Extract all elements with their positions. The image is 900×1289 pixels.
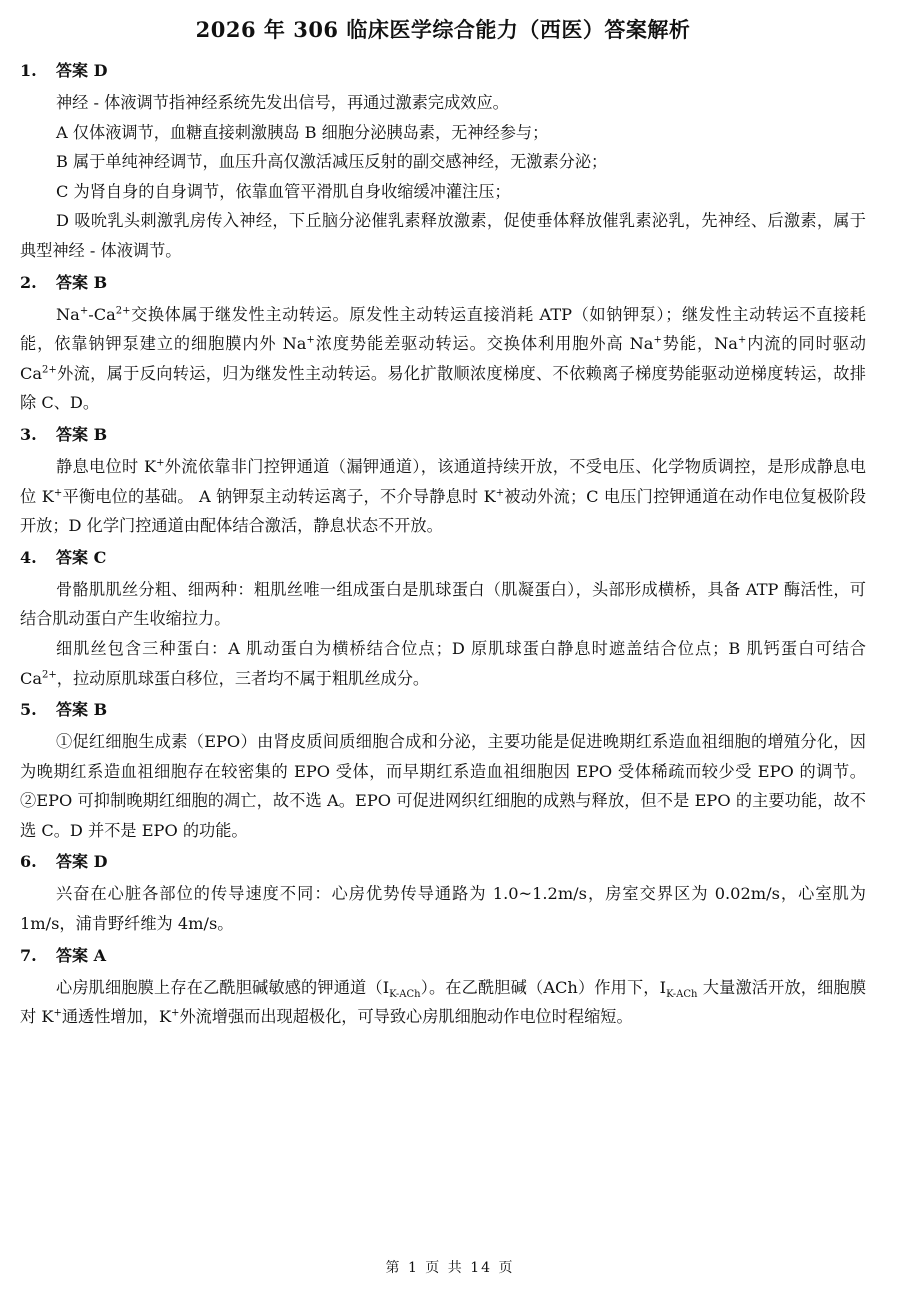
answer-block: [20, 60, 866, 266]
answer-block: [20, 547, 866, 693]
answer-heading: [20, 424, 866, 446]
answer-heading: [20, 699, 866, 721]
answer-heading: [20, 851, 866, 873]
explanation-paragraph: D 吸吮乳头刺激乳房传入神经，下丘脑分泌催乳素释放激素，促使垂体释放催乳素泌乳，先神经、后激素，属于典型神经 - 体液调节。: [20, 211, 866, 260]
answer-number: 3.: [20, 424, 37, 444]
answer-block: [20, 424, 866, 541]
answer-label: 答案 B: [56, 424, 108, 444]
page-footer: 第 1 页 共 14 页: [385, 1260, 515, 1276]
answer-block: [20, 699, 866, 845]
answer-label: 答案 C: [56, 547, 107, 567]
explanation-paragraph: 心房肌细胞膜上存在乙酰胆碱敏感的钾通道$(I_{K-ACh})$。在乙酰胆碱（ACh）作用下，$I_{K-ACh}$ 大量激活开放，细胞膜对 K+通透性增加，K+外流增强而出现超极化，可导致心房肌细胞动作电位时程缩短。: [20, 977, 867, 1027]
explanation-paragraph: $Na^+-Ca^{2+}$交换体属于继发性主动转运。原发性主动转运直接消耗 ATP（如钠钾泵）；继发性主动转运不直接耗能，依靠钠钾泵建立的细胞膜内外 Na+浓度势能差驱动转运。交换体利用胞外高 Na+势能，Na+内流的同时驱动 $Ca^{2+}$外流，属于反向转运，归为继发性主动转运。易化扩散顺浓度梯度、不依赖离子梯度势能驱动逆梯度转运，故排除 C、D。: [20, 304, 866, 413]
answer-label: 答案 A: [56, 945, 106, 965]
answer-label: 答案 B: [56, 272, 108, 292]
explanation-paragraph: C 为肾自身的自身调节，依靠血管平滑肌自身收缩缓冲灌注压；: [56, 181, 511, 201]
answer-block: [20, 945, 866, 1032]
answer-number: 4.: [20, 547, 37, 567]
answer-label: 答案 D: [56, 852, 108, 872]
explanation-paragraph: 兴奋在心脏各部位的传导速度不同：心房优势传导通路为 1.0~1.2m/s，房室交界区为 0.02m/s，心室肌为 1m/s，浦肯野纤维为 4m/s。: [20, 884, 866, 934]
explanation-paragraph: A 仅体液调节，血糖直接刺激胰岛 B 细胞分泌胰岛素，无神经参与；: [56, 122, 549, 142]
answer-number: 2.: [20, 272, 37, 292]
answer-label: 答案 B: [56, 700, 108, 720]
answer-label: 答案 D: [56, 61, 108, 80]
answer-block: [20, 272, 866, 418]
answer-number: 6.: [20, 852, 37, 872]
explanation-paragraph: 骨骼肌肌丝分粗、细两种：粗肌丝唯一组成蛋白是肌球蛋白（肌凝蛋白），头部形成横桥，具备 ATP 酶活性，可结合肌动蛋白产生收缩拉力。: [20, 579, 866, 629]
explanation-paragraph: 神经 - 体液调节指神经系统先发出信号，再通过激素完成效应。: [56, 93, 509, 112]
explanation-paragraph: ①促红细胞生成素（EPO）由肾皮质间质细胞合成和分泌，主要功能是促进晚期红系造血祖细胞的增殖分化，因为晚期红系造血祖细胞存在较密集的 EPO 受体，而早期红系造血祖细胞因 EPO 受体稀疏而较少受 EPO 的调节。②EPO 可抑制晚期红细胞的凋亡，故不选 A。EPO 可促进网织红细胞的成熟与释放，但不是 EPO 的主要功能，故不选 C。D 并不是 EPO 的功能。: [20, 732, 866, 840]
answer-number: 1.: [20, 61, 37, 80]
answer-number: 7.: [20, 945, 37, 965]
document-title: 2026 年 306 临床医学综合能力（西医）答案解析: [195, 17, 691, 42]
explanation-paragraph: 细肌丝包含三种蛋白：A 肌动蛋白为横桥结合位点；D 原肌球蛋白静息时遮盖结合位点；B 肌钙蛋白可结合 $Ca^{2+}$，拉动原肌球蛋白移位，三者均不属于粗肌丝成分。: [20, 638, 866, 688]
explanation-paragraph: 静息电位时 K+外流依靠非门控钾通道（漏钾通道），该通道持续开放，不受电压、化学物质调控，是形成静息电位 K+平衡电位的基础。 A 钠钾泵主动转运离子，不介导静息时 K+被动外流；C 电压门控钾通道在动作电位复极阶段开放；D 化学门控通道由配体结合激活，静息状态不开放。: [20, 456, 867, 536]
answer-heading: [20, 272, 866, 294]
answer-heading: [20, 60, 866, 82]
answer-number: 5.: [20, 700, 37, 720]
answer-heading: [20, 945, 866, 967]
answer-heading: [20, 547, 866, 569]
answer-block: [20, 851, 866, 938]
answer-list: [20, 60, 866, 1032]
explanation-paragraph: B 属于单纯神经调节，血压升高仅激活减压反射的副交感神经，无激素分泌；: [56, 152, 608, 172]
